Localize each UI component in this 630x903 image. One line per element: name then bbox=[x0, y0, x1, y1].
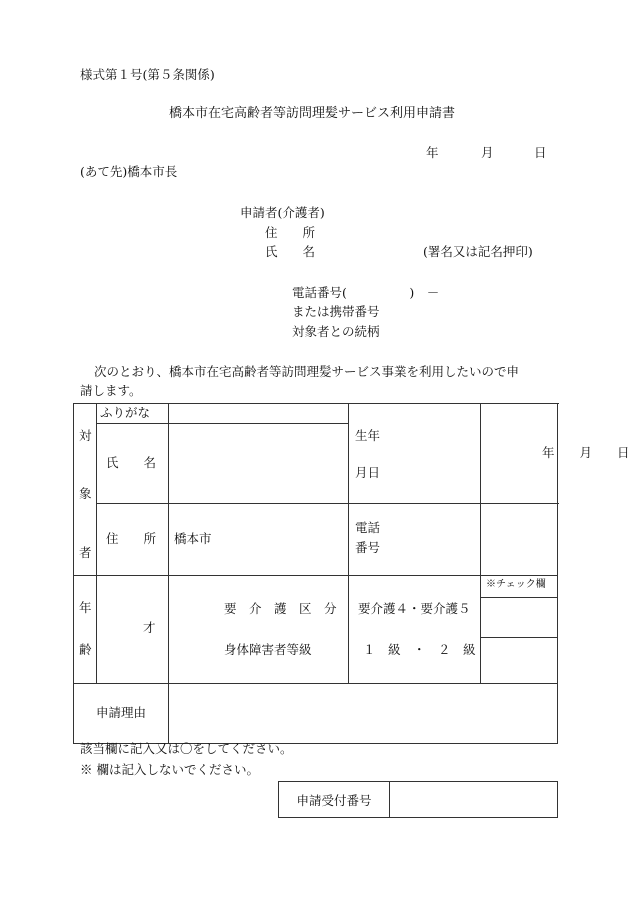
address-label-cell bbox=[97, 504, 169, 576]
form-number: 様式第１号(第５条関係) bbox=[80, 67, 215, 82]
note-office-use: ※ 欄は記入しないでください。 bbox=[80, 762, 259, 777]
check-divider-1 bbox=[481, 597, 557, 598]
reason-label-cell bbox=[74, 684, 169, 744]
applicant-name-label: 氏 名 bbox=[265, 244, 316, 259]
reason-label: 申請理由 bbox=[95, 705, 146, 721]
application-table bbox=[73, 403, 630, 744]
subject-char-3: 者 bbox=[79, 544, 92, 560]
phone-input[interactable] bbox=[481, 504, 558, 576]
name-input[interactable] bbox=[169, 424, 349, 504]
applicant-phone: 電話番号( ) － bbox=[292, 285, 440, 300]
receipt-number-input[interactable] bbox=[390, 782, 557, 817]
reason-input[interactable] bbox=[169, 684, 558, 744]
applicant-relation: 対象者との続柄 bbox=[292, 324, 380, 339]
furigana-label-cell bbox=[97, 404, 169, 424]
applicant-heading: 申請者(介護者) bbox=[240, 205, 325, 220]
care-level-label: 要 介 護 区 分 bbox=[224, 601, 337, 616]
phone-label-2: 番号 bbox=[355, 540, 381, 555]
check-divider-2 bbox=[481, 637, 557, 638]
intro-text-line1: 次のとおり、橋本市在宅高齢者等訪問理髪サービス事業を利用したいので申 bbox=[94, 364, 520, 379]
birth-label-1: 生年 bbox=[355, 428, 381, 443]
age-unit: 才 bbox=[143, 620, 156, 635]
date-month: 月 bbox=[481, 145, 494, 160]
check-column bbox=[481, 576, 558, 684]
receipt-number-label: 申請受付番号 bbox=[296, 792, 372, 808]
name-label-cell bbox=[97, 424, 169, 504]
age-char-2: 齢 bbox=[79, 642, 92, 657]
receipt-number-box bbox=[278, 781, 558, 818]
address-value: 橋本市 bbox=[174, 531, 212, 547]
disability-grade-label: 身体障害者等級 bbox=[224, 642, 312, 657]
subject-char-1: 対 bbox=[79, 427, 92, 443]
date-day: 日 bbox=[534, 145, 547, 160]
phone-label-cell bbox=[349, 504, 481, 576]
applicant-mobile: または携帯番号 bbox=[292, 304, 380, 319]
care-level-options[interactable]: 要介護４・要介護５ bbox=[358, 601, 471, 616]
furigana-label: ふりがな bbox=[100, 405, 151, 421]
intro-text-line2: 請します。 bbox=[80, 383, 142, 398]
age-input[interactable] bbox=[97, 576, 169, 684]
care-options-cell[interactable] bbox=[349, 576, 481, 684]
note-fill-instruction: 該当欄に記入又は〇をしてください。 bbox=[80, 741, 293, 756]
address-input[interactable] bbox=[169, 504, 349, 576]
form-title: 橋本市在宅高齢者等訪問理髪サービス利用申請書 bbox=[169, 106, 456, 121]
receipt-number-label-cell bbox=[279, 782, 390, 817]
age-header-cell bbox=[74, 576, 97, 684]
birth-date-input[interactable] bbox=[481, 404, 630, 504]
check-column-header: ※チェック欄 bbox=[486, 579, 546, 590]
birth-label-2: 月日 bbox=[355, 465, 381, 480]
subject-header-cell bbox=[74, 404, 97, 576]
applicant-address-label: 住 所 bbox=[265, 225, 316, 240]
seal-note: (署名又は記名押印) bbox=[423, 244, 533, 259]
phone-label-1: 電話 bbox=[355, 520, 381, 535]
birth-label-cell bbox=[349, 404, 481, 504]
birth-date-value: 年 月 日 bbox=[542, 445, 630, 460]
address-label: 住 所 bbox=[106, 531, 157, 547]
name-label: 氏 名 bbox=[106, 455, 157, 471]
addressee: (あて先)橋本市長 bbox=[80, 164, 178, 179]
furigana-input[interactable] bbox=[169, 404, 349, 424]
date-year: 年 bbox=[426, 145, 439, 160]
subject-char-2: 象 bbox=[79, 485, 92, 501]
disability-grade-options[interactable]: １ 級 ・ ２ 級 bbox=[363, 642, 476, 657]
care-class-label-cell bbox=[169, 576, 349, 684]
age-char-1: 年 bbox=[79, 600, 92, 615]
